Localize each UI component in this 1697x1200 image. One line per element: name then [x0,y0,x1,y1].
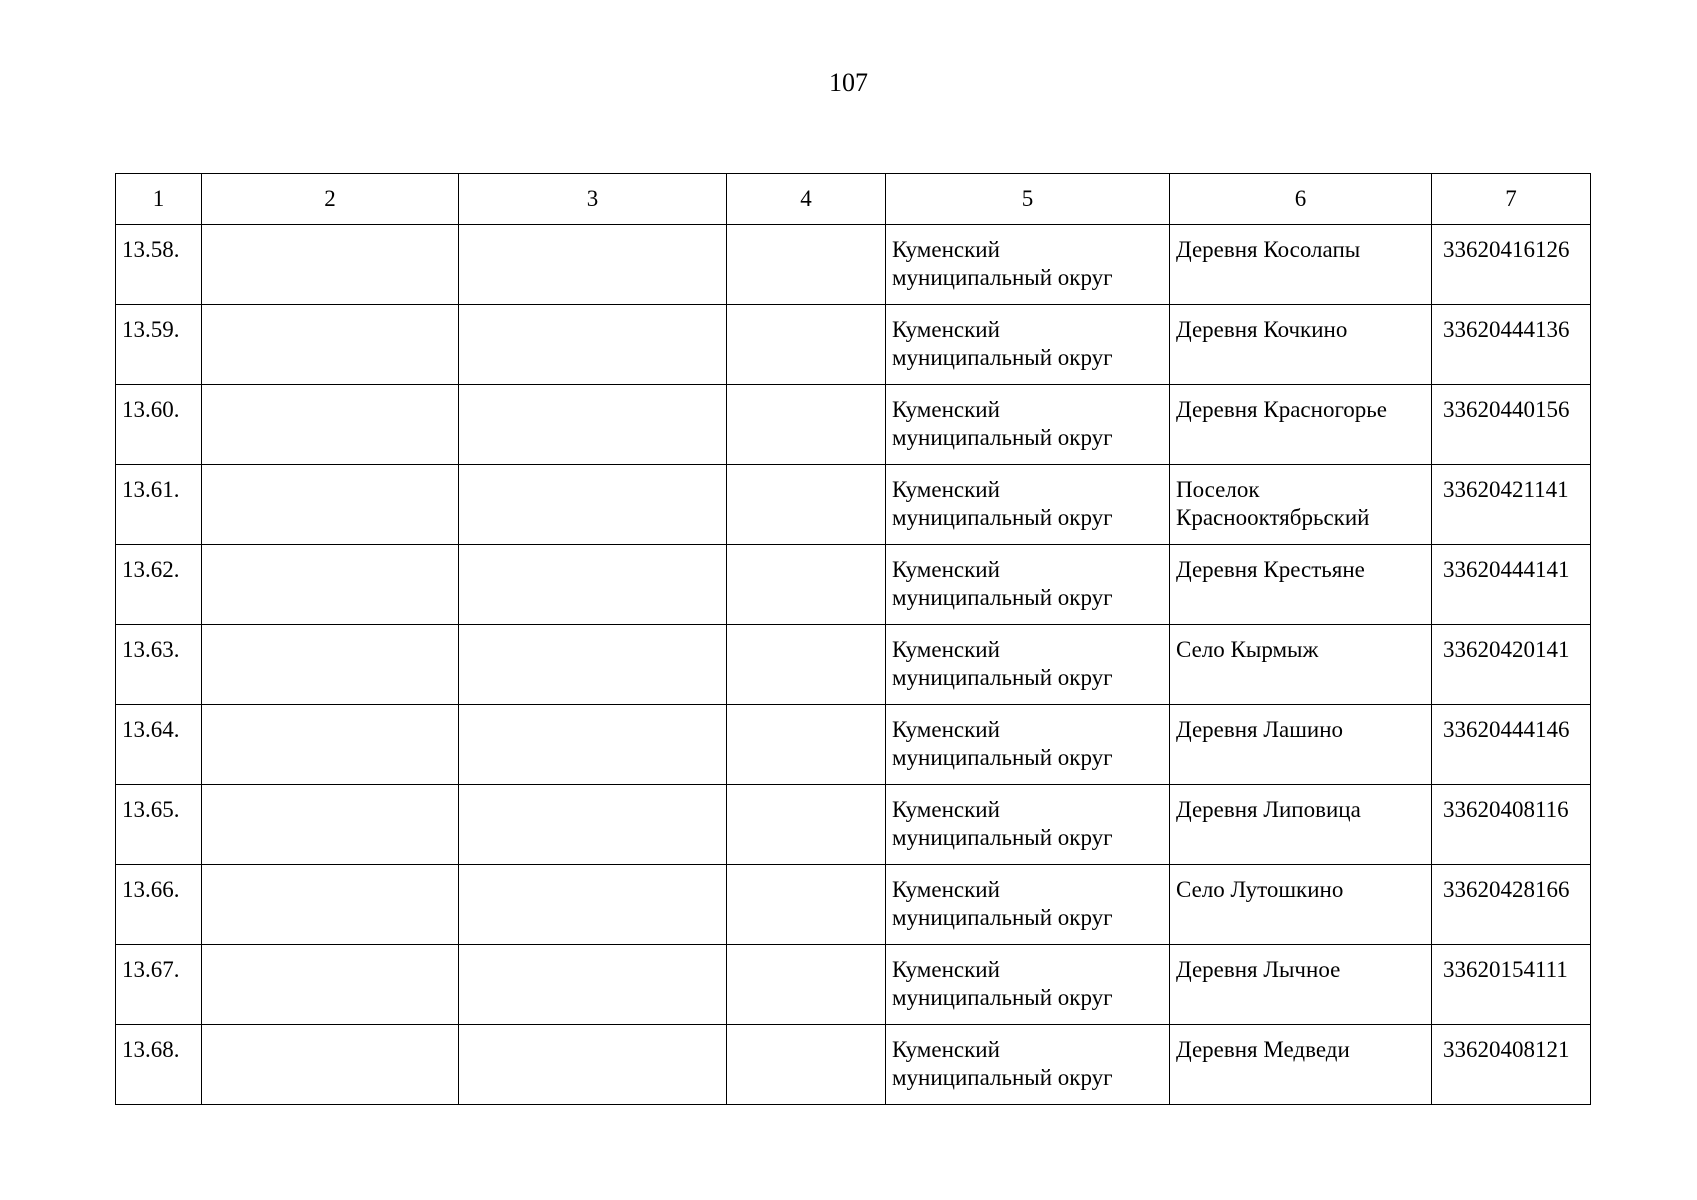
district-cell [886,785,1170,865]
column-header-6: 6 [1170,174,1432,225]
district-cell-text: Куменский муниципальный округ [892,877,1113,930]
row-number-text: 13.67. [122,957,180,982]
row-number-text: 13.68. [122,1037,180,1062]
row-number [116,465,202,545]
settlement-cell [1170,225,1432,305]
district-cell-text: Куменский муниципальный округ [892,957,1113,1010]
code-cell [1432,785,1591,865]
column-header-1: 1 [116,174,202,225]
district-cell-text: Куменский муниципальный округ [892,237,1113,290]
column-3-cell [459,865,727,945]
column-header-4: 4 [727,174,886,225]
column-4-cell-text [727,545,885,556]
table-row [116,705,1591,785]
column-3-cell [459,305,727,385]
row-number [116,385,202,465]
table-row [116,305,1591,385]
settlement-cell [1170,945,1432,1025]
column-header-3: 3 [459,174,727,225]
settlement-cell-text: Село Кырмыж [1176,637,1319,662]
column-3-cell-text [459,305,726,316]
page-number: 107 [829,68,868,97]
column-4-cell [727,545,886,625]
column-3-cell-text [459,465,726,476]
column-3-cell [459,705,727,785]
table-row [116,1025,1591,1105]
district-cell-text: Куменский муниципальный округ [892,477,1113,530]
settlement-cell-text: Деревня Красногорье [1176,397,1388,422]
settlement-cell-text: Деревня Лычное [1176,957,1341,982]
district-cell-text: Куменский муниципальный округ [892,717,1113,770]
table-row [116,465,1591,545]
column-2-cell-text [202,785,458,796]
district-cell-text: Куменский муниципальный округ [892,317,1113,370]
code-cell-text: 33620408121 [1443,1037,1570,1062]
settlement-cell-text: Село Лутошкино [1176,877,1344,902]
column-3-cell [459,225,727,305]
column-3-cell [459,465,727,545]
table-row [116,945,1591,1025]
column-4-cell [727,865,886,945]
settlement-cell [1170,705,1432,785]
column-3-cell-text [459,545,726,556]
column-3-cell-text [459,1025,726,1036]
district-cell [886,625,1170,705]
settlement-cell [1170,305,1432,385]
settlements-table [115,173,1591,1105]
column-2-cell-text [202,1025,458,1036]
column-3-cell-text [459,225,726,236]
column-2-cell-text [202,385,458,396]
row-number [116,865,202,945]
column-2-cell [202,625,459,705]
column-4-cell-text [727,785,885,796]
code-cell-text: 33620444146 [1443,717,1570,742]
row-number [116,705,202,785]
settlement-cell-text: Деревня Липовица [1176,797,1361,822]
code-cell-text: 33620444141 [1443,557,1570,582]
column-2-cell [202,465,459,545]
district-cell-text: Куменский муниципальный округ [892,397,1113,450]
column-3-cell-text [459,865,726,876]
column-2-cell-text [202,225,458,236]
district-cell [886,545,1170,625]
column-4-cell-text [727,225,885,236]
row-number-text: 13.62. [122,557,180,582]
column-4-cell-text [727,465,885,476]
column-3-cell [459,1025,727,1105]
column-2-cell [202,1025,459,1105]
district-cell [886,865,1170,945]
settlement-cell [1170,385,1432,465]
column-3-cell [459,785,727,865]
code-cell-text: 33620408116 [1443,797,1569,822]
column-3-cell [459,945,727,1025]
column-2-cell-text [202,945,458,956]
column-2-cell-text [202,865,458,876]
row-number-text: 13.58. [122,237,180,262]
code-cell [1432,385,1591,465]
district-cell [886,305,1170,385]
settlement-cell-text: Деревня Кочкино [1176,317,1348,342]
table-row [116,385,1591,465]
district-cell-text: Куменский муниципальный округ [892,557,1113,610]
district-cell-text: Куменский муниципальный округ [892,797,1113,850]
column-4-cell-text [727,945,885,956]
settlement-cell-text: Деревня Медведи [1176,1037,1350,1062]
district-cell [886,705,1170,785]
row-number-text: 13.64. [122,717,180,742]
settlement-cell-text: Деревня Лашино [1176,717,1344,742]
column-2-cell [202,305,459,385]
row-number [116,305,202,385]
code-cell-text: 33620444136 [1443,317,1570,342]
code-cell-text: 33620154111 [1443,957,1568,982]
settlement-cell [1170,625,1432,705]
column-4-cell-text [727,1025,885,1036]
district-cell [886,385,1170,465]
column-4-cell [727,785,886,865]
column-header-7: 7 [1432,174,1591,225]
settlement-cell-text: Деревня Косолапы [1176,237,1361,262]
column-2-cell [202,785,459,865]
column-4-cell-text [727,305,885,316]
code-cell-text: 33620421141 [1443,477,1569,502]
column-3-cell [459,625,727,705]
settlement-cell-text: Поселок Краснооктябрьский [1176,477,1370,530]
district-cell-text: Куменский муниципальный округ [892,637,1113,690]
table-row [116,545,1591,625]
row-number [116,545,202,625]
row-number-text: 13.63. [122,637,180,662]
row-number [116,625,202,705]
row-number [116,225,202,305]
district-cell [886,225,1170,305]
row-number [116,945,202,1025]
column-4-cell [727,465,886,545]
district-cell [886,945,1170,1025]
row-number-text: 13.65. [122,797,180,822]
column-2-cell-text [202,625,458,636]
code-cell [1432,305,1591,385]
column-3-cell-text [459,625,726,636]
row-number-text: 13.66. [122,877,180,902]
district-cell-text: Куменский муниципальный округ [892,1037,1113,1090]
column-3-cell [459,385,727,465]
row-number [116,785,202,865]
code-cell [1432,1025,1591,1105]
row-number-text: 13.61. [122,477,180,502]
code-cell [1432,865,1591,945]
column-4-cell [727,385,886,465]
settlement-cell [1170,465,1432,545]
table-body [116,225,1591,1105]
row-number-text: 13.59. [122,317,180,342]
column-4-cell [727,305,886,385]
code-cell [1432,225,1591,305]
code-cell-text: 33620428166 [1443,877,1570,902]
column-3-cell-text [459,945,726,956]
column-4-cell [727,225,886,305]
column-2-cell-text [202,305,458,316]
table-row [116,865,1591,945]
column-4-cell-text [727,385,885,396]
column-3-cell [459,545,727,625]
column-2-cell-text [202,465,458,476]
code-cell-text: 33620420141 [1443,637,1570,662]
column-2-cell [202,385,459,465]
column-header-2: 2 [202,174,459,225]
code-cell [1432,945,1591,1025]
column-2-cell [202,865,459,945]
settlement-cell [1170,545,1432,625]
column-4-cell [727,1025,886,1105]
code-cell [1432,545,1591,625]
row-number [116,1025,202,1105]
column-3-cell-text [459,785,726,796]
row-number-text: 13.60. [122,397,180,422]
column-4-cell-text [727,705,885,716]
code-cell-text: 33620416126 [1443,237,1570,262]
code-cell [1432,465,1591,545]
column-4-cell [727,705,886,785]
column-2-cell [202,225,459,305]
column-4-cell [727,625,886,705]
header-row [116,174,1591,225]
table-row [116,785,1591,865]
table-row [116,225,1591,305]
table-row [116,625,1591,705]
code-cell [1432,705,1591,785]
column-3-cell-text [459,385,726,396]
settlement-cell-text: Деревня Крестьяне [1176,557,1365,582]
column-4-cell-text [727,625,885,636]
column-4-cell [727,945,886,1025]
district-cell [886,465,1170,545]
code-cell-text: 33620440156 [1443,397,1570,422]
column-header-5: 5 [886,174,1170,225]
code-cell [1432,625,1591,705]
column-4-cell-text [727,865,885,876]
column-2-cell-text [202,545,458,556]
settlement-cell [1170,785,1432,865]
column-2-cell-text [202,705,458,716]
column-2-cell [202,705,459,785]
settlement-cell [1170,865,1432,945]
column-2-cell [202,545,459,625]
column-3-cell-text [459,705,726,716]
district-cell [886,1025,1170,1105]
column-2-cell [202,945,459,1025]
settlement-cell [1170,1025,1432,1105]
